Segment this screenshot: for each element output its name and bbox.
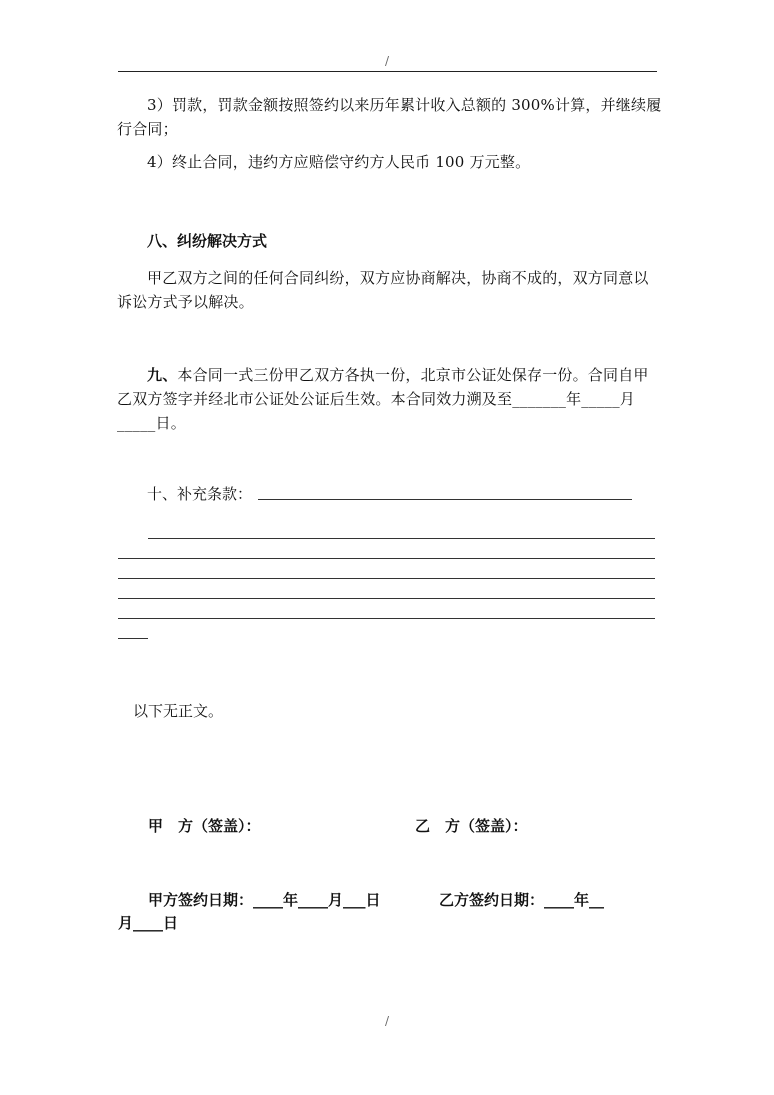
supplement-blank-line — [118, 558, 655, 559]
party-a-signature-label: 甲 方（签盖）： — [148, 817, 261, 835]
supplement-blank-line — [258, 499, 632, 500]
supplement-blank-line — [118, 618, 655, 619]
header-mark: / — [385, 54, 390, 68]
clause-item-4: 4）终止合同，违约方应赔偿守约方人民币 100 万元整。 — [147, 153, 531, 171]
no-more-text-note: 以下无正文。 — [133, 702, 224, 720]
party-b-signature-label: 乙 方（签盖）： — [415, 817, 528, 835]
section-9-lead: 九、 — [147, 366, 178, 384]
supplement-blank-line — [118, 598, 655, 599]
header-rule — [118, 71, 657, 72]
section-8-body: 甲乙双方之间的任何合同纠纷，双方应协商解决，协商不成的，双方同意以诉讼方式予以解决。 — [117, 269, 649, 311]
party-b-sign-date-continued: 月____日 — [118, 914, 179, 932]
supplement-blank-line — [118, 638, 148, 639]
party-a-sign-date: 甲方签约日期：____年____月___日 — [148, 891, 381, 909]
footer-mark: / — [385, 1014, 390, 1028]
section-8-title: 八、纠纷解决方式 — [147, 232, 268, 250]
supplement-blank-line — [118, 578, 655, 579]
section-9-body: 本合同一式三份甲乙双方各执一份，北京市公证处保存一份。合同自甲乙双方签字并经北市公证处公证后生效。本合同效力溯及至_______年_____月_____日。 — [117, 366, 649, 432]
section-10-label: 十、补充条款： — [147, 485, 253, 503]
clause-item-3: 3）罚款，罚款金额按照签约以来历年累计收入总额的 300%计算，并继续履行合同； — [117, 96, 662, 138]
party-b-sign-date: 乙方签约日期：____年__ — [439, 891, 605, 909]
section-9-paragraph — [117, 363, 662, 435]
supplement-blank-line — [148, 538, 655, 539]
